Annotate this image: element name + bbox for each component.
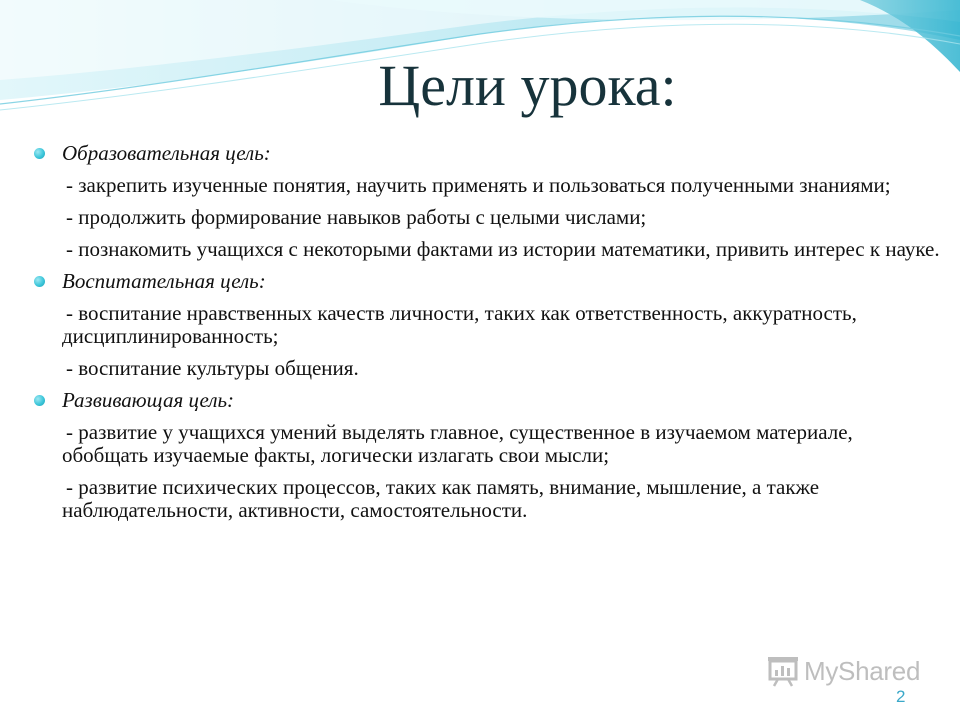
bullet-icon bbox=[34, 395, 45, 406]
list-item: - продолжить формирование навыков работы с целыми числами; bbox=[66, 205, 647, 229]
section-heading-upbringing bbox=[62, 270, 942, 293]
section-heading-text: Образовательная цель: bbox=[62, 141, 271, 165]
list-item: - познакомить учащихся с некоторыми фактами из истории математики, привить интерес к науке. bbox=[66, 237, 940, 261]
section-heading-text: Воспитательная цель: bbox=[62, 269, 266, 293]
bullet-icon bbox=[34, 148, 45, 159]
page-number: 2 bbox=[896, 687, 906, 706]
presentation-board-icon bbox=[766, 655, 800, 687]
watermark-text: MyShared bbox=[804, 655, 921, 686]
slide-content bbox=[62, 142, 942, 531]
myshared-watermark bbox=[766, 653, 920, 689]
list-item: - развитие у учащихся умений выделять главное, существенное в изучаемом материале, обобщать изучаемые факты, логически излагать свои мысли; bbox=[62, 420, 853, 467]
section-heading-text: Развивающая цель: bbox=[62, 388, 235, 412]
slide-title: Цели урока: bbox=[378, 53, 677, 118]
list-item: - воспитание культуры общения. bbox=[66, 356, 359, 380]
bullet-icon bbox=[34, 276, 45, 287]
list-item: - воспитание нравственных качеств личности, таких как ответственность, аккуратность, дисциплинированность; bbox=[62, 301, 857, 348]
section-heading-developmental bbox=[62, 389, 942, 412]
list-item: - закрепить изученные понятия, научить применять и пользоваться полученными знаниями; bbox=[66, 173, 891, 197]
section-heading-educational bbox=[62, 142, 942, 165]
list-item: - развитие психических процессов, таких как память, внимание, мышление, а также наблюдательности, активности, самостоятельности. bbox=[62, 475, 820, 522]
